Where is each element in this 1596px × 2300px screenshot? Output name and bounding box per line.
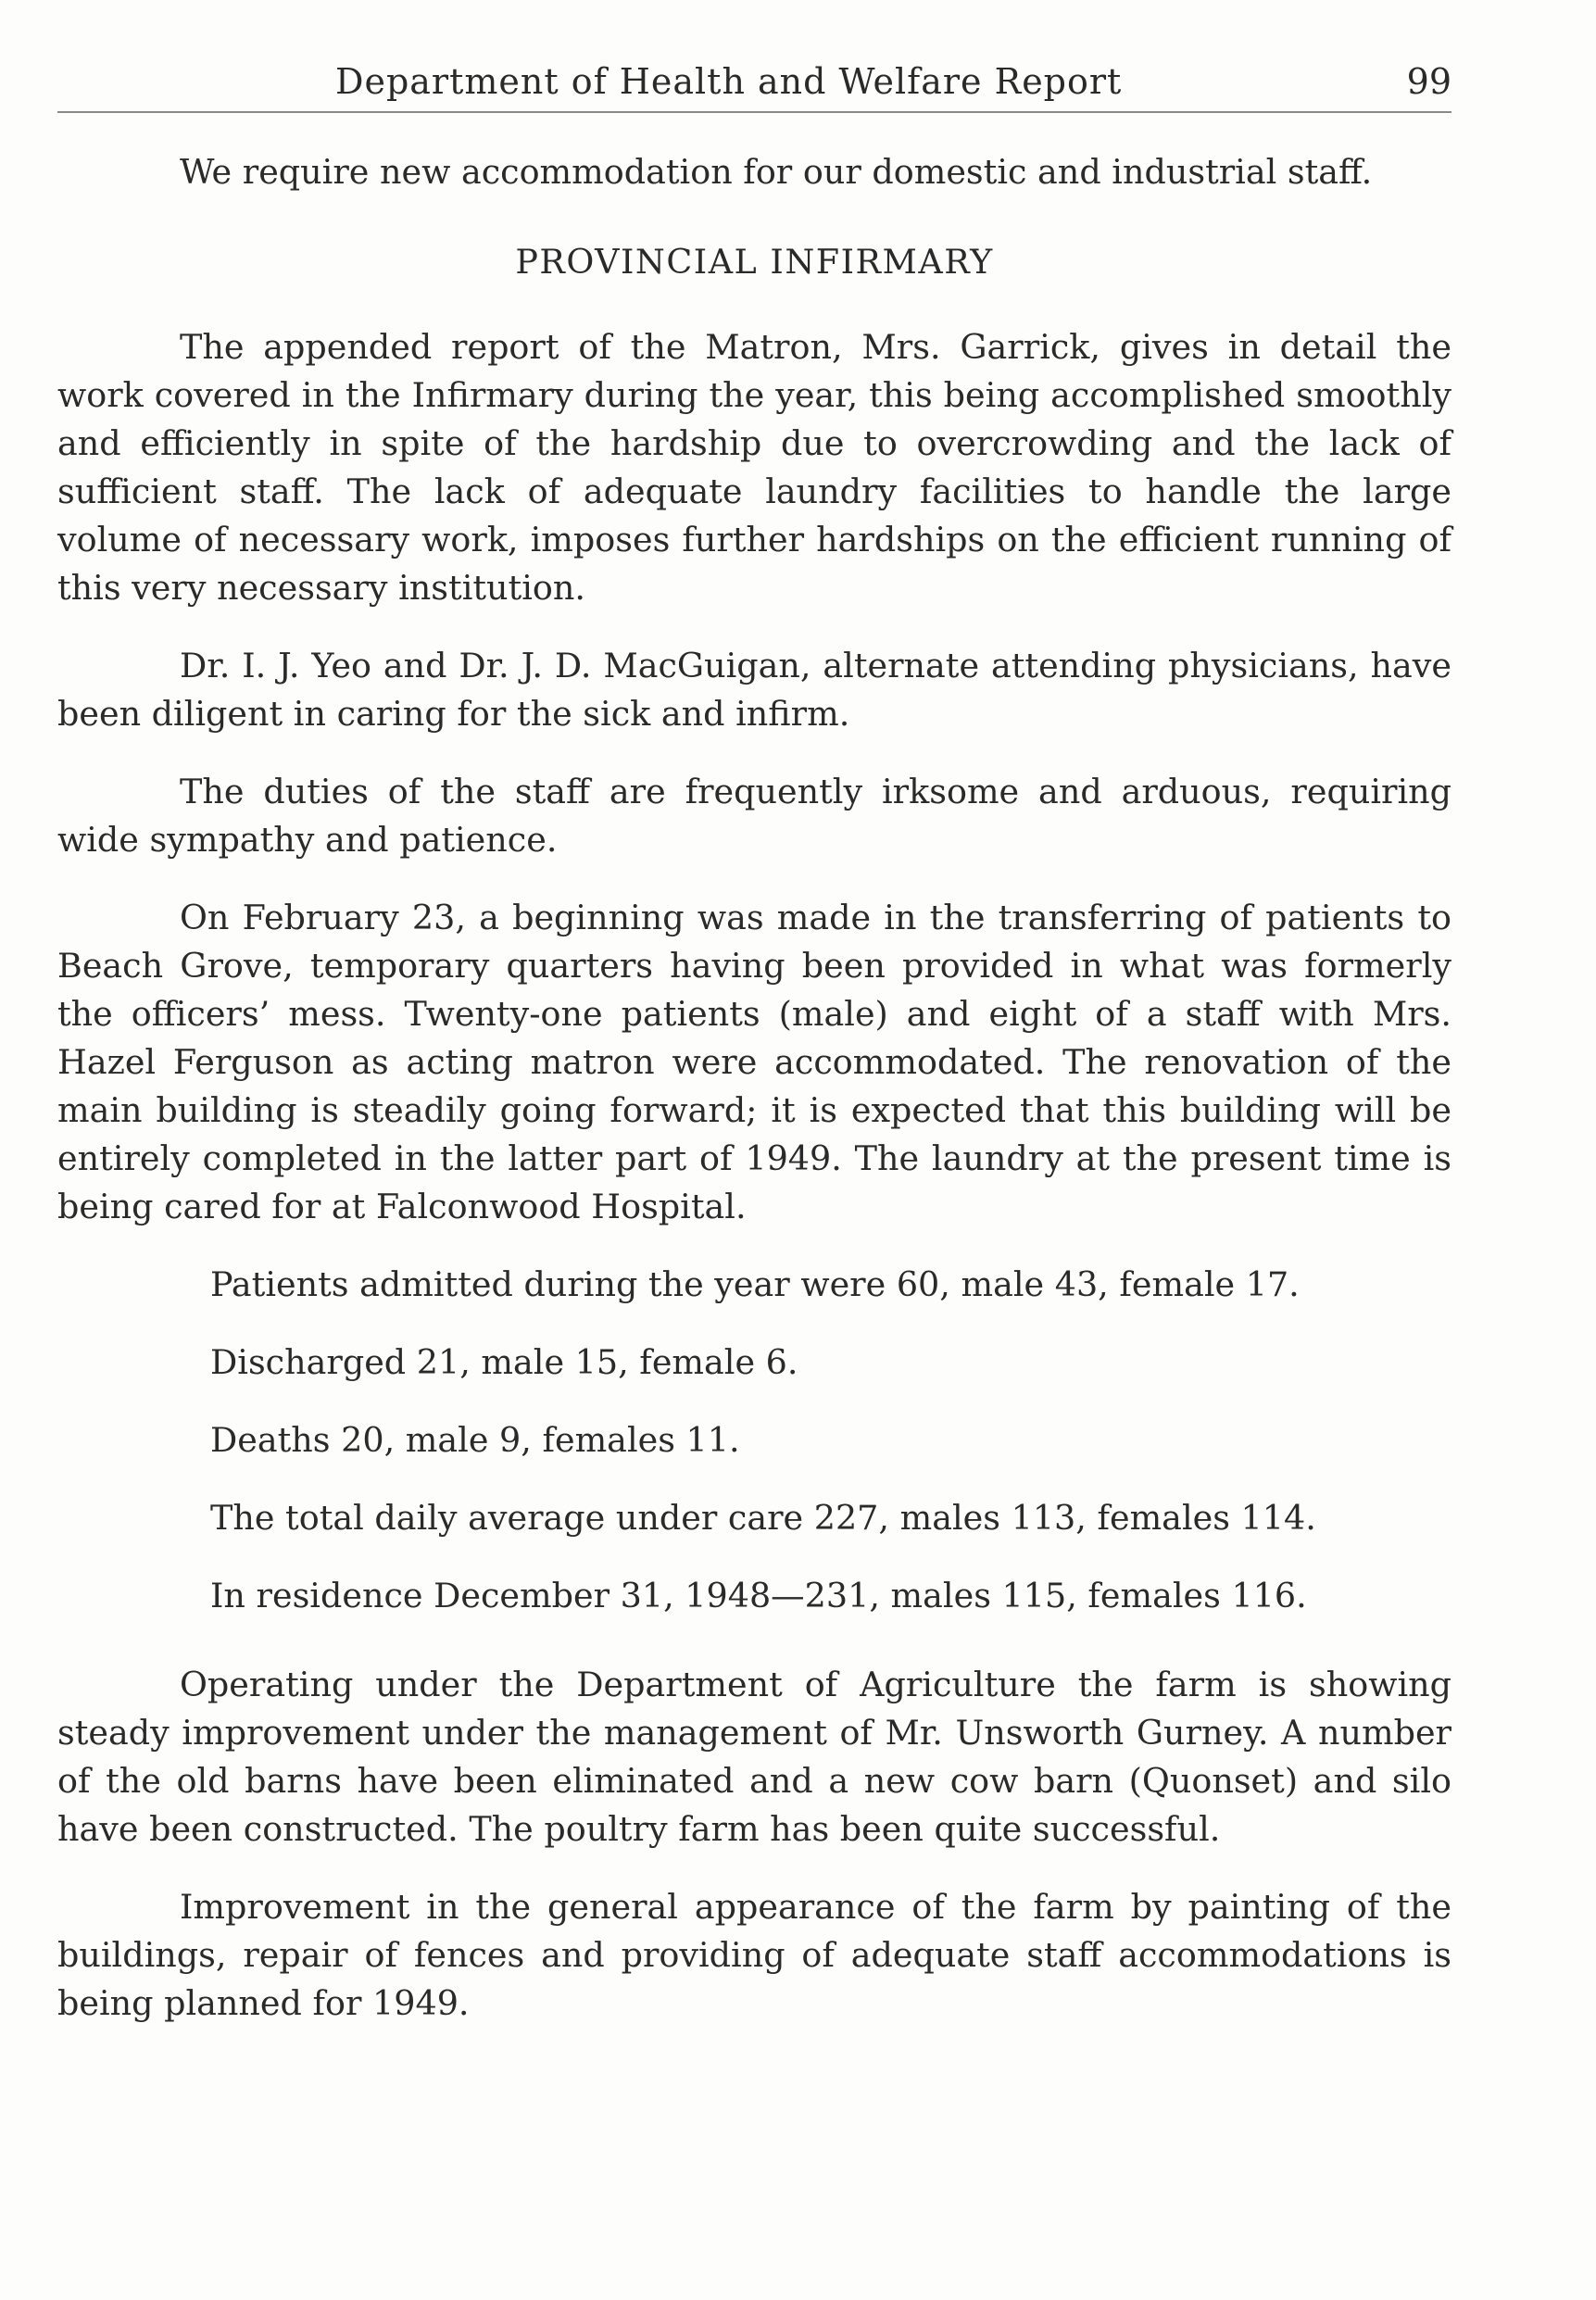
paragraph-farm: Operating under the Department of Agriculture the farm is showing steady improvement under the management of Mr. Unsworth Gurney. A number of the old barns have been eliminated and a new cow barn (Quonset) and silo have been constructed. The poultry farm has been quite successful. <box>57 1665 1451 1849</box>
body-text <box>57 148 1451 2028</box>
section-heading: PROVINCIAL INFIRMARY <box>515 242 994 282</box>
stat-daily-average: The total daily average under care 227, males 113, females 114. <box>210 1498 1316 1538</box>
paragraph-physicians: Dr. I. J. Yeo and Dr. J. D. MacGuigan, alternate attending physicians, have been diligent in caring for the sick and infirm. <box>57 646 1451 734</box>
stat-discharged: Discharged 21, male 15, female 6. <box>210 1342 798 1382</box>
page-number: 99 <box>1406 61 1451 102</box>
paragraph-transfer: On February 23, a beginning was made in the transferring of patients to Beach Grove, temporary quarters having been provided in what was formerly the officers’ mess. Twenty-one patients (male) and eight of a staff with Mrs. Hazel Ferguson as acting matron were accommodated. The renovation of the main building is steadily going forward; it is expected that this building will be entirely completed in the latter part of 1949. The laundry at the present time is being cared for at Falconwood Hospital. <box>57 898 1451 1226</box>
stat-in-residence: In residence December 31, 1948—231, males 115, females 116. <box>210 1576 1307 1615</box>
paragraph-staff-accommodation: We require new accommodation for our domestic and industrial staff. <box>180 152 1373 192</box>
paragraph-staff-duties: The duties of the staff are frequently irksome and arduous, requiring wide sympathy and patience. <box>57 772 1451 860</box>
running-title: Department of Health and Welfare Report <box>335 61 1123 102</box>
stat-deaths: Deaths 20, male 9, females 11. <box>210 1420 740 1460</box>
running-header <box>57 57 1451 113</box>
paragraph-matron-report: The appended report of the Matron, Mrs. Garrick, gives in detail the work covered in the Infirmary during the year, this being accomplished smoothly and efficiently in spite of the hardship due to overcrowding and the lack of sufficient staff. The lack of adequate laundry facilities to handle the large volume of necessary work, imposes further hardships on the efficient running of this very necessary institution. <box>57 327 1451 608</box>
paragraph-improvements: Improvement in the general appearance of the farm by painting of the buildings, repair of fences and providing of adequate staff accommodations is being planned for 1949. <box>57 1887 1451 2023</box>
stat-admitted: Patients admitted during the year were 60, male 43, female 17. <box>210 1264 1300 1304</box>
